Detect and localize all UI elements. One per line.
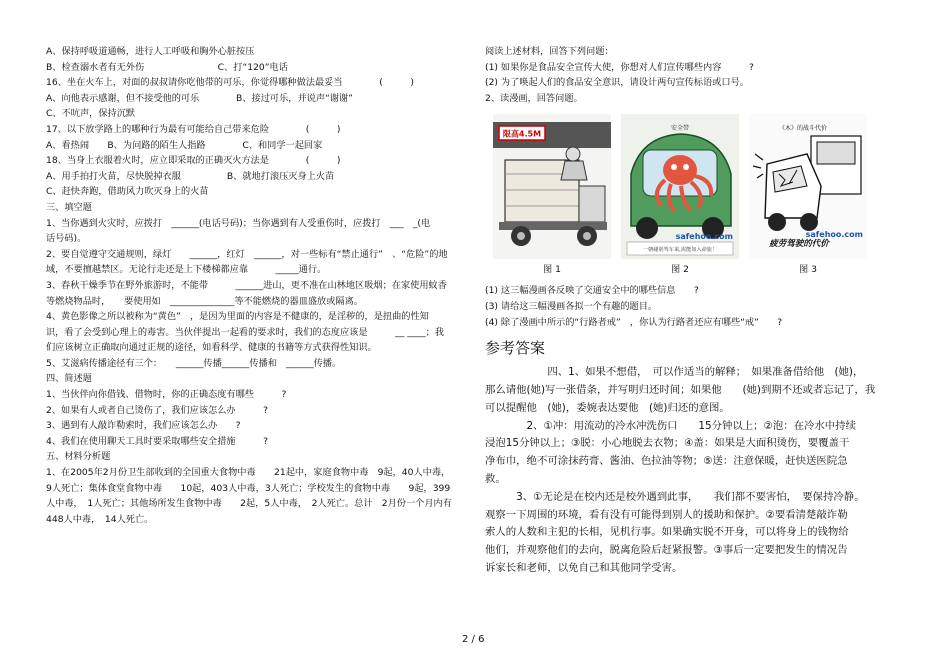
text-line: 识，看了会受到心理上的毒害。当伙伴提出一起看的要求时，我们的态度应该是 __ ____；我 (46, 326, 444, 338)
answers-heading: 参考答案 (485, 339, 546, 358)
figure-caption: 图 3 (799, 264, 817, 276)
text-line: 17、以下放学路上的哪种行为最有可能给自己带来危险 ( ) (46, 123, 341, 135)
text-line: 2、读漫画，回答问题。 (485, 92, 583, 104)
page-number: 2 / 6 (462, 634, 485, 645)
text-line: 阅读上述材料，回答下列问题： (485, 46, 614, 57)
text-line: 2、如果有人或者自己烫伤了，我们应该怎么办 ? (46, 404, 269, 416)
text-line: 18、当身上衣服着火时，应立即采取的正确灭火方法是 ( ) (46, 155, 341, 167)
text-line: 们应该树立正确取向通过正规的途径，如看科学、健康的书籍等方式获得性知识。 (46, 342, 377, 354)
watermark-logo: safehoo.com (675, 232, 733, 242)
section-heading: 三、填空题 (46, 201, 92, 213)
text-line: 话号码)。 (46, 233, 87, 245)
cartoon-captions (493, 263, 910, 277)
answer-line: 四、1、如果不想借， 可以作适当的解释； 如果准备借给他 (她)， (485, 366, 864, 379)
cartoon-label: 《木》的战斗代价 (779, 125, 828, 133)
text-line: 5、艾滋病传播途径有三个： ______传播______传播和 ______传播。 (46, 357, 342, 369)
answer-line: 观察一下周围的环境，看有没有可能得到别人的援助和保护。②要看清楚敲诈勒 (485, 508, 848, 521)
watermark-logo: safehoo.com (805, 230, 863, 240)
text-line: 3、遇到有人敲诈勒索时，我们应该怎么办 ? (46, 420, 241, 432)
text-line: B、检查溺水者有无外伤 C、打“120”电话 (46, 61, 288, 73)
text-line: 人中毒， 1人死亡；其他场所发生食物中毒 2起，5人中毒， 2人死亡。总计 2月份一个月内有 (46, 498, 452, 510)
section-heading: 四、简述题 (46, 373, 92, 385)
text-line: A、看热闹 B、为问路的陌生人指路 C、和同学一起回家 (46, 139, 323, 151)
text-line: 448人中毒， 14人死亡。 (46, 513, 154, 525)
text-line: 等燃烧物品时， 要使用如 ______________等不能燃烧的器皿盛放或隔离。 (46, 295, 363, 307)
answer-line: 索人的人数和主犯的长相，见机行事。如果确实脱不开身，可以将身上的钱物给 (485, 526, 849, 539)
cartoon-figure-1 (493, 114, 611, 259)
text-line: 16、坐在火车上，对面的叔叔请你吃他带的可乐，你觉得哪种做法最妥当 ( ) (46, 77, 414, 89)
left-column (46, 44, 476, 527)
cartoon-row (493, 114, 910, 259)
text-line: C、不吭声，保持沉默 (46, 108, 136, 120)
truck-height-limit-illustration (493, 114, 611, 259)
text-line: A、向他表示感谢，但不接受他的可乐 B、接过可乐，并说声“谢谢” (46, 92, 353, 104)
text-line: A、用手拍打火苗，尽快脱掉衣服 B、就地打滚压灭身上火苗 (46, 170, 335, 182)
sign-label: 限高4.5M (502, 129, 542, 139)
cartoon-slogan: 疲劳驾驶的代价 (769, 239, 829, 250)
text-line: 1、在2005年2月份卫生部收到的全国重大食物中毒 21起中，家庭食物中毒 9起，40人中毒， (46, 467, 451, 479)
cartoon-figure-3 (749, 114, 867, 259)
text-line: (4) 除了漫画中所示的“行路者戒” ，你认为行路者还应有哪些“戒” ? (485, 316, 783, 328)
answer-line: 诉家长和老师，以免自己和其他同学受害。 (485, 561, 683, 574)
cartoon-label: 安全带 (670, 125, 690, 133)
answer-line: 净布巾，绝不可涂抹药膏、酱油、色拉油等物；⑤送：注意保暖，赶快送医院急 (485, 455, 848, 468)
answer-line: 浸泡15分钟以上；③脱：小心地脱去衣物；④盖：如果是大面积烫伤，要覆盖干 (485, 437, 850, 450)
text-line: (1) 如果你是食品安全宣传大使，你想对人们宣传哪些内容 ? (485, 61, 754, 73)
text-line: A、保持呼吸道通畅，进行人工呼吸和胸外心脏按压 (46, 46, 255, 57)
text-line: 2、要自觉遵守交通规则，绿灯 ______，红灯 ______，对一些标有“禁止通行” 、“危险”的地 (46, 248, 448, 260)
cartoon-figure-2 (621, 114, 739, 259)
answer-line: 可以提醒他 (她)，委婉表达要他 (她)归还的意图。 (485, 401, 730, 414)
text-line: (2) 为了唤起人们的食品安全意识，请设计两句宣传标语或口号。 (485, 77, 749, 89)
text-line: 1、当伙伴向你借钱、借物时，你的正确态度有哪些 ? (46, 389, 287, 401)
text-line: 9人死亡；集体食堂食物中毒 10起，403人中毒，3人死亡；学校发生的食物中毒 9起，399 (46, 482, 451, 494)
figure-caption: 图 1 (543, 264, 561, 276)
text-line: C、赶快奔跑，借助风力吹灭身上的火苗 (46, 186, 209, 198)
text-line: 4、我们在使用聊天工具时要采取哪些安全措施 ? (46, 435, 269, 447)
text-line: 4、黄色影像之所以被称为“黄色” ，是因为里面的内容是不健康的，是淫秽的，是扭曲的性知 (46, 311, 429, 323)
cartoon-slogan: 一朝碰别驾车来,需能如入命旅！ (642, 247, 718, 254)
text-line: 域，不要擅越禁区。无论行走还是上下楼梯都应靠 _____通行。 (46, 264, 327, 276)
answer-line: 他们，并观察他们的去向，脱离危险后赶紧报警。③事后一定要把发生的情况告 (485, 544, 848, 557)
figure-caption: 图 2 (671, 264, 689, 276)
answer-line: 3、①无论是在校内还是校外遇到此事， 我们都不要害怕， 要保持冷静。 (485, 490, 865, 503)
text-line: 1、当你遇到火灾时，应拨打 ______(电话号码)；当你遇到有人受重伤时，应拨打 ___ _(电 (46, 217, 431, 229)
text-line: (1) 这三幅漫画各反映了交通安全中的哪些信息 ? (485, 285, 699, 297)
text-line: (3) 请给这三幅漫画各拟一个有趣的题目。 (485, 300, 658, 312)
text-line: 3、春秋干燥季节在野外旅游时，不能带 ______进山，更不准在山林地区吸烟；在家使用蚊香 (46, 279, 447, 291)
right-column (485, 44, 910, 578)
answer-line: 2、①冲：用流动的冷水冲洗伤口 15分钟以上；②泡：在冷水中持续 (485, 419, 856, 432)
answer-line: 那么请他(她)写一张借条，并写明归还时间；如果他 (她)到期不还或者忘记了，我 (485, 383, 876, 396)
section-heading: 五、材料分析题 (46, 451, 111, 463)
answer-line: 救。 (485, 472, 506, 485)
